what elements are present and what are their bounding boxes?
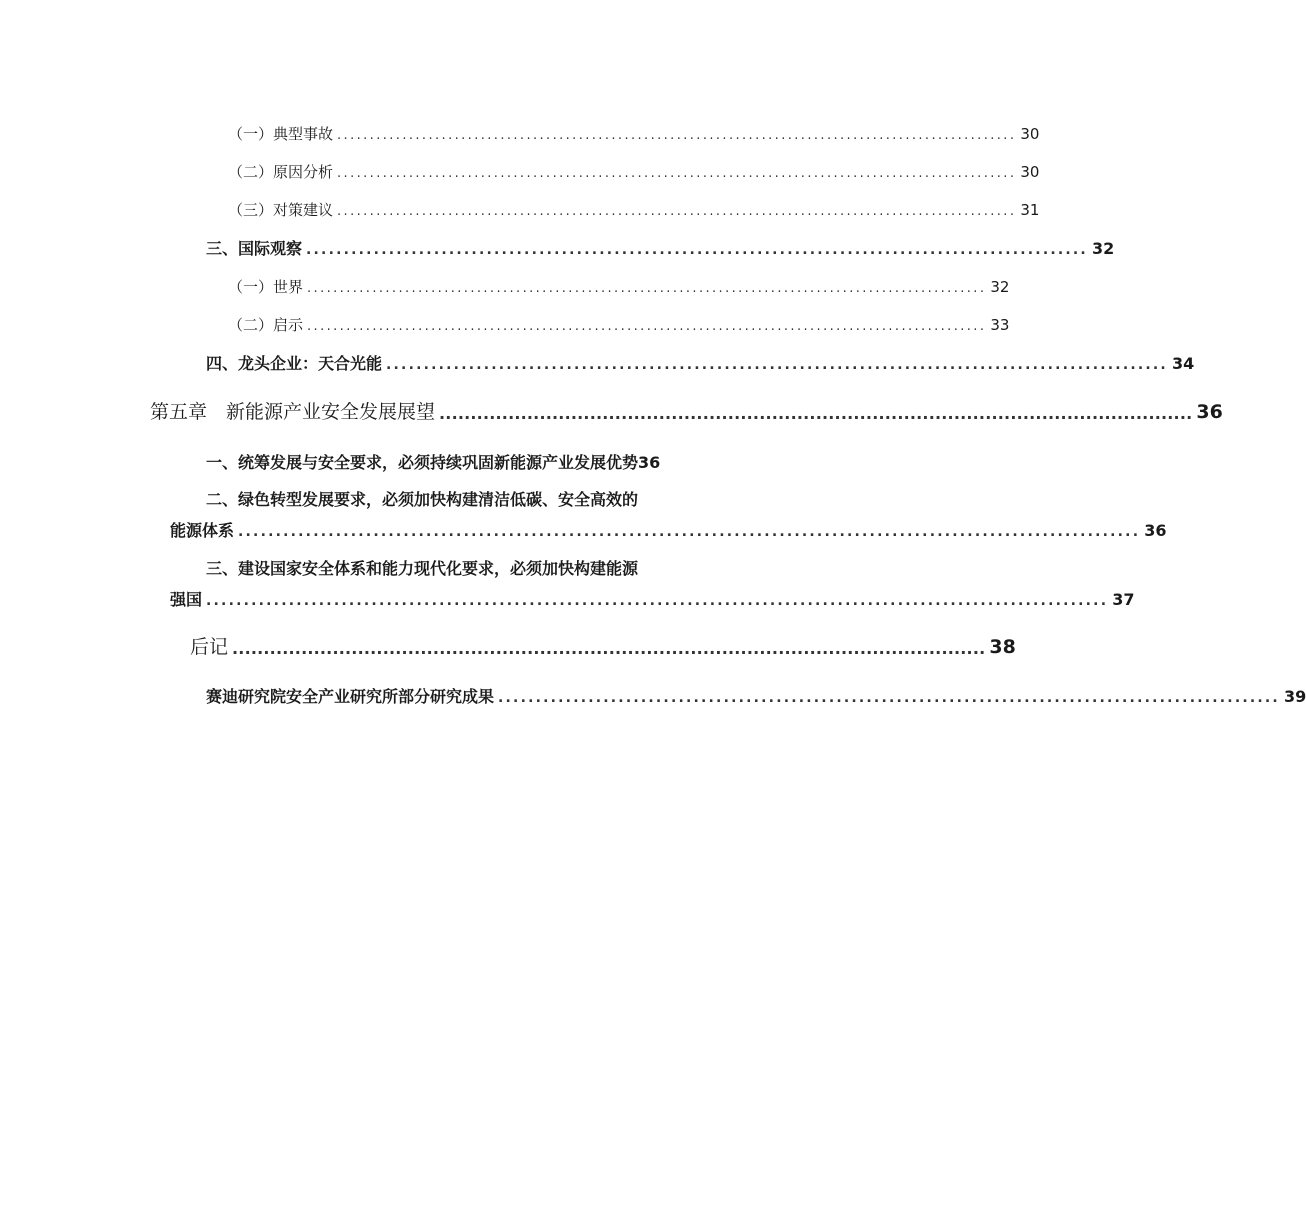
toc-entry-page: 32 (1091, 239, 1115, 258)
toc-leader-dots: ........................................................................................................ (306, 242, 1088, 258)
toc-entry-page: 31 (1020, 201, 1040, 219)
toc-entry-page: 37 (1112, 590, 1135, 609)
toc-entry-label-line2: 能源体系 (170, 521, 235, 540)
toc-entry[interactable] (206, 239, 1115, 258)
toc-leader-dots: ........................................................................................................ (307, 319, 987, 334)
toc-entry-label: 四、龙头企业：天合光能 (206, 354, 383, 373)
toc-entry-page: 30 (1020, 125, 1040, 143)
toc-leader-dots: ........................................................................................................................ (439, 404, 1193, 423)
toc-entry-page: 36 (1196, 401, 1223, 423)
toc-entry-label: 第五章 新能源产业安全发展展望 (150, 401, 436, 423)
toc-entry-page: 39 (1283, 687, 1306, 706)
toc-entry[interactable] (228, 163, 1040, 181)
toc-entry[interactable] (170, 590, 1135, 609)
toc-entry-label: 一、统筹发展与安全要求，必须持续巩固新能源产业发展优势 (206, 453, 639, 472)
toc-entry-label: 三、国际观察 (206, 239, 303, 258)
toc-entry[interactable] (206, 687, 1306, 706)
toc-entry[interactable] (206, 455, 726, 471)
toc-entry-label-line1[interactable]: 二、绿色转型发展要求，必须加快构建清洁低碳、安全高效的 (206, 490, 639, 509)
toc-entry-label: 后记 (190, 636, 229, 658)
toc-entry-page: 36 (1144, 521, 1167, 540)
toc-entry[interactable] (228, 201, 1040, 219)
toc-leader-dots: ........................................................................................................ (498, 690, 1280, 706)
toc-leader-dots: ........................................................................................................................ (232, 639, 986, 658)
toc-entry[interactable] (170, 521, 1167, 540)
toc-leader-dots: ........................................................................................................ (337, 204, 1017, 219)
toc-entry[interactable] (228, 316, 1010, 334)
toc-entry-chapter[interactable] (190, 636, 1016, 658)
toc-entry-label: （一）世界 (228, 278, 304, 296)
toc-leader-dots: ........................................................................................................................ (206, 593, 1109, 609)
toc-entry-page: 32 (990, 278, 1010, 296)
toc-entry[interactable] (228, 125, 1040, 143)
toc-leader-dots: ........................................................................................................ (337, 166, 1017, 181)
toc-leader-dots: ........................................................................................................ (337, 128, 1017, 143)
toc-entry-label: （二）启示 (228, 316, 304, 334)
toc-leader-dots: ........................................................................................................................ (238, 524, 1141, 540)
toc-entry[interactable] (206, 354, 1195, 373)
toc-leader-dots: ........................................................................................................ (386, 357, 1168, 373)
toc-entry-page: 33 (990, 316, 1010, 334)
toc-entry[interactable] (228, 278, 1010, 296)
toc-entry-label-line1[interactable]: 三、建设国家安全体系和能力现代化要求，必须加快构建能源 (206, 559, 639, 578)
toc-entry-label: 赛迪研究院安全产业研究所部分研究成果 (206, 687, 495, 706)
toc-entry-page: 38 (989, 636, 1016, 658)
toc-entry-page: 34 (1171, 354, 1195, 373)
toc-entry-label: （二）原因分析 (228, 163, 334, 181)
toc-entry-label: （一）典型事故 (228, 125, 334, 143)
toc-entry-page: 30 (1020, 163, 1040, 181)
toc-entry-label-line2: 强国 (170, 590, 203, 609)
toc-entry-label: （三）对策建议 (228, 201, 334, 219)
toc-leader-dots: ........................................................................................................ (307, 281, 987, 296)
toc-entry-chapter[interactable] (150, 401, 1223, 423)
toc-entry-page: 36 (638, 453, 661, 472)
